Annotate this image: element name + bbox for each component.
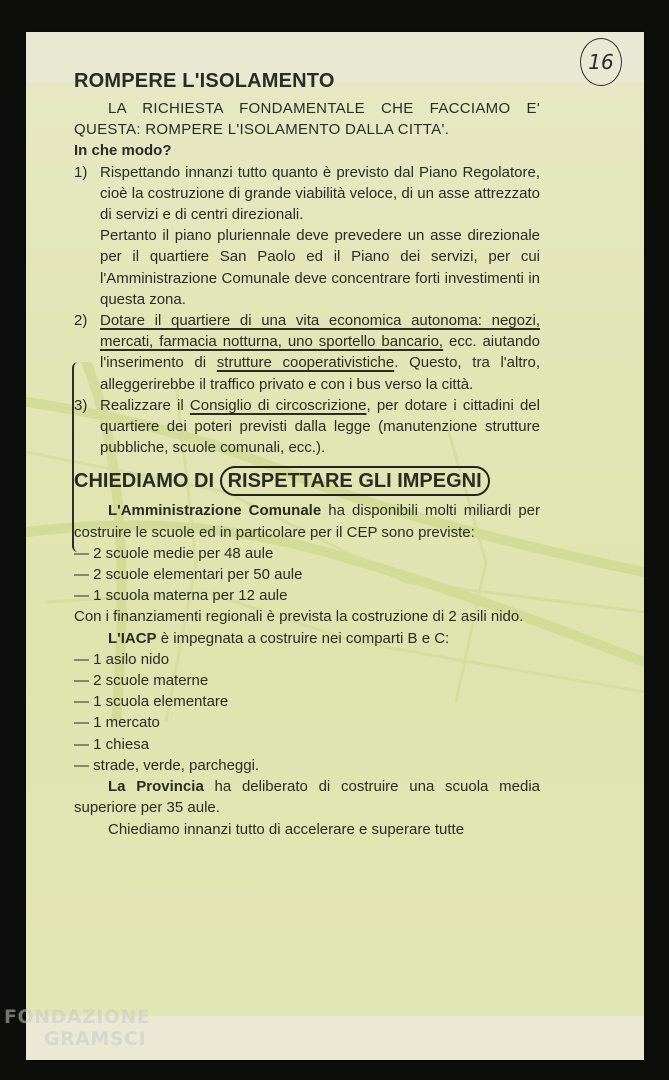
list-item: — 1 mercato [74, 714, 160, 732]
point-1 [74, 162, 540, 226]
list-item: — 2 scuole elementari per 50 aule [74, 566, 303, 584]
point-2-underlined-b: strutture cooperativistiche [216, 354, 395, 372]
amministrazione-list [74, 543, 540, 607]
how-label: In che modo? [74, 142, 172, 160]
point-3 [74, 395, 540, 459]
section-2-title [74, 466, 540, 496]
iacp-text: è impegnata a costruire nei comparti B e C: [156, 629, 450, 647]
point-3-underlined: Consiglio di circoscrizione [189, 396, 367, 414]
amministrazione-paragraph [74, 500, 540, 542]
point-3-text-b: , per dotare i cittadini del quartiere dei poteri previsti dalla legge (manutenzione strutture pubbliche, scuole comunali, ecc.). [100, 396, 540, 457]
point-2-text-b: ecc. aiutando l'inserimento di [100, 333, 540, 372]
watermark-line-2: GRAMSCI [44, 1028, 147, 1050]
list-item: — 2 scuole materne [74, 672, 209, 690]
point-3-text-a: Realizzare il [100, 396, 190, 414]
point-2-number: 2) [74, 312, 88, 330]
iacp-bold: L'IACP [108, 629, 157, 647]
point-2 [74, 310, 540, 395]
point-3-text [100, 395, 540, 459]
intro-statement: LA RICHIESTA FONDAMENTALE CHE FACCIAMO E' QUESTA: ROMPERE L'ISOLAMENTO DALLA CITTA'. [74, 100, 540, 139]
point-2-text-c: . Questo, tra l'altro, alleggerirebbe il traffico privato e con i bus verso la città. [100, 354, 541, 393]
point-3-number: 3) [74, 396, 88, 414]
point-1-text: Rispettando innanzi tutto quanto è previsto dal Piano Regolatore, cioè la costruzione di grande viabilità veloce, di un asse attrezzato di servizi e di centri direzionali. [100, 163, 540, 224]
section-2-title-prefix: CHIEDIAMO DI [74, 470, 214, 493]
iacp-paragraph [74, 628, 540, 649]
list-item: — strade, verde, parcheggi. [74, 756, 260, 774]
regional-funding: Con i finanziamenti regionali è prevista la costruzione di 2 asili nido. [74, 608, 524, 626]
amministrazione-bold: L'Amministrazione Comunale [108, 502, 322, 520]
provincia-text: ha deliberato di costruire una scuola media superiore per 35 aule. [74, 778, 540, 817]
archive-watermark-logo [4, 1006, 150, 1050]
iacp-list [74, 649, 540, 776]
list-item: — 1 scuola materna per 12 aule [74, 587, 288, 605]
closing-line: Chiediamo innanzi tutto di accelerare e superare tutte [108, 820, 465, 838]
page-number-handwritten: 16 [580, 38, 622, 86]
section-2-title-boxed: RISPETTARE GLI IMPEGNI [220, 466, 490, 496]
point-2-text [100, 310, 540, 395]
point-1-extra: Pertanto il piano pluriennale deve prevedere un asse direzionale per il quartiere San Paolo ed il Piano dei servizi, per cui l'Amministrazione Comunale deve concentrare forti investimenti in questa zona. [100, 227, 540, 308]
watermark-line-1: FONDAZIONE [4, 1006, 151, 1028]
list-item: — 1 chiesa [74, 735, 150, 753]
list-item: — 2 scuole medie per 48 aule [74, 544, 274, 562]
provincia-bold: La Provincia [108, 778, 204, 796]
provincia-paragraph [74, 776, 540, 818]
document-body [74, 68, 540, 840]
list-item: — 1 asilo nido [74, 650, 170, 668]
list-item: — 1 scuola elementare [74, 693, 229, 711]
point-2-underlined-a: Dotare il quartiere di una vita economica autonoma: negozi, mercati, farmacia notturna, uno sportello bancario, [100, 312, 540, 351]
page-title: ROMPERE L'ISOLAMENTO [74, 70, 335, 92]
amministrazione-text: ha disponibili molti miliardi per costruire le scuole ed in particolare per il CEP sono previste: [74, 502, 540, 541]
point-1-number: 1) [74, 163, 88, 181]
